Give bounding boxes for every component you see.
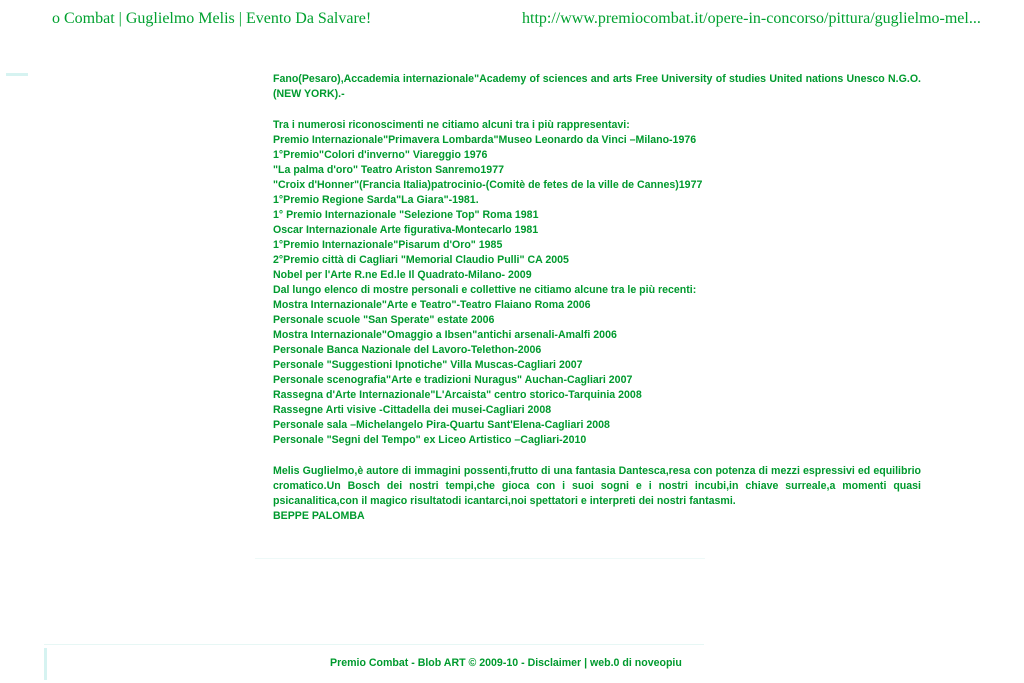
disclaimer-link[interactable]: Disclaimer [527,657,582,669]
list-item: 1°Premio"Colori d'inverno" Viareggio 1976 [273,149,488,161]
list-item: 1° Premio Internazionale "Selezione Top" Roma 1981 [273,209,539,221]
page-url[interactable]: http://www.premiocombat.it/opere-in-concorso/pittura/guglielmo-mel... [522,10,981,27]
list-item: Personale "Suggestioni Ipnotiche" Villa Muscas-Cagliari 2007 [273,359,583,371]
list-item: Personale "Segni del Tempo" ex Liceo Artistico –Cagliari-2010 [273,434,587,446]
list-item: Personale scenografia"Arte e tradizioni Nuragus" Auchan-Cagliari 2007 [273,374,633,386]
article-body [273,72,921,524]
list-item: Oscar Internazionale Arte figurativa-Montecarlo 1981 [273,224,539,236]
scan-artifact [44,648,47,680]
footer-separator: | [581,657,591,669]
list-item: Personale sala –Michelangelo Pira-Quartu Sant'Elena-Cagliari 2008 [273,419,610,431]
list-item: Mostra Internazionale"Arte e Teatro"-Teatro Flaiano Roma 2006 [273,299,591,311]
print-header [0,0,1024,40]
exhibitions-list [273,298,921,448]
list-item: Mostra Internazionale"Omaggio a Ibsen"antichi arsenali-Amalfi 2006 [273,329,617,341]
awards-list [273,133,921,283]
exhibitions-heading: Dal lungo elenco di mostre personali e collettive ne citiamo alcune tra le più recenti: [273,284,697,296]
intro-paragraph: Fano(Pesaro),Accademia internazionale"Academy of sciences and arts Free University of studies United nations Unesco N.G.O.(NEW YORK).- [273,73,921,100]
list-item: Rassegna d'Arte Internazionale"L'Arcaista" centro storico-Tarquinia 2008 [273,389,642,401]
spacer [273,448,921,464]
list-item: 1°Premio Internazionale"Pisarum d'Oro" 1985 [273,239,503,251]
author-signature: BEPPE PALOMBA [273,510,365,522]
closing-paragraph: Melis Guglielmo,è autore di immagini possenti,frutto di una fantasia Dantesca,resa con potenza di mezzi espressivi ed equilibrio cromatico.Un Bosch dei nostri tempi,che gioca con i suoi sogni e i nostri incubi,in chiave surreale,a momenti quasi psicanalitica,con il magico risultatodi icantarci,noi spettatori e interpreti dei nostri fantasmi. [273,465,921,507]
list-item: 1°Premio Regione Sarda"La Giara"-1981. [273,194,479,206]
list-item: Premio Internazionale"Primavera Lombarda"Museo Leonardo da Vinci –Milano-1976 [273,134,697,146]
footer-site: Premio Combat - Blob ART © 2009-10 [330,657,519,669]
list-item: 2°Premio città di Cagliari "Memorial Claudio Pulli" CA 2005 [273,254,569,266]
credit-link[interactable]: web.0 di noveopiu [590,657,682,669]
page-footer [330,657,682,669]
list-item: "Croix d'Honner"(Francia Italia)patrocinio-(Comitè de fetes de la ville de Cannes)1977 [273,179,703,191]
divider [255,558,705,559]
list-item: Personale Banca Nazionale del Lavoro-Telethon-2006 [273,344,542,356]
divider [44,644,704,645]
page-title: o Combat | Guglielmo Melis | Evento Da Salvare! [52,10,372,27]
list-item: Rassegne Arti visive -Cittadella dei musei-Cagliari 2008 [273,404,552,416]
list-item: Personale scuole "San Sperate" estate 2006 [273,314,495,326]
list-item: Nobel per l'Arte R.ne Ed.le Il Quadrato-Milano- 2009 [273,269,532,281]
awards-heading: Tra i numerosi riconoscimenti ne citiamo alcuni tra i più rappresentavi: [273,119,630,131]
spacer [273,102,921,118]
list-item: "La palma d'oro" Teatro Ariston Sanremo1977 [273,164,504,176]
scan-artifact [6,73,28,76]
footer-separator: - [518,657,528,669]
